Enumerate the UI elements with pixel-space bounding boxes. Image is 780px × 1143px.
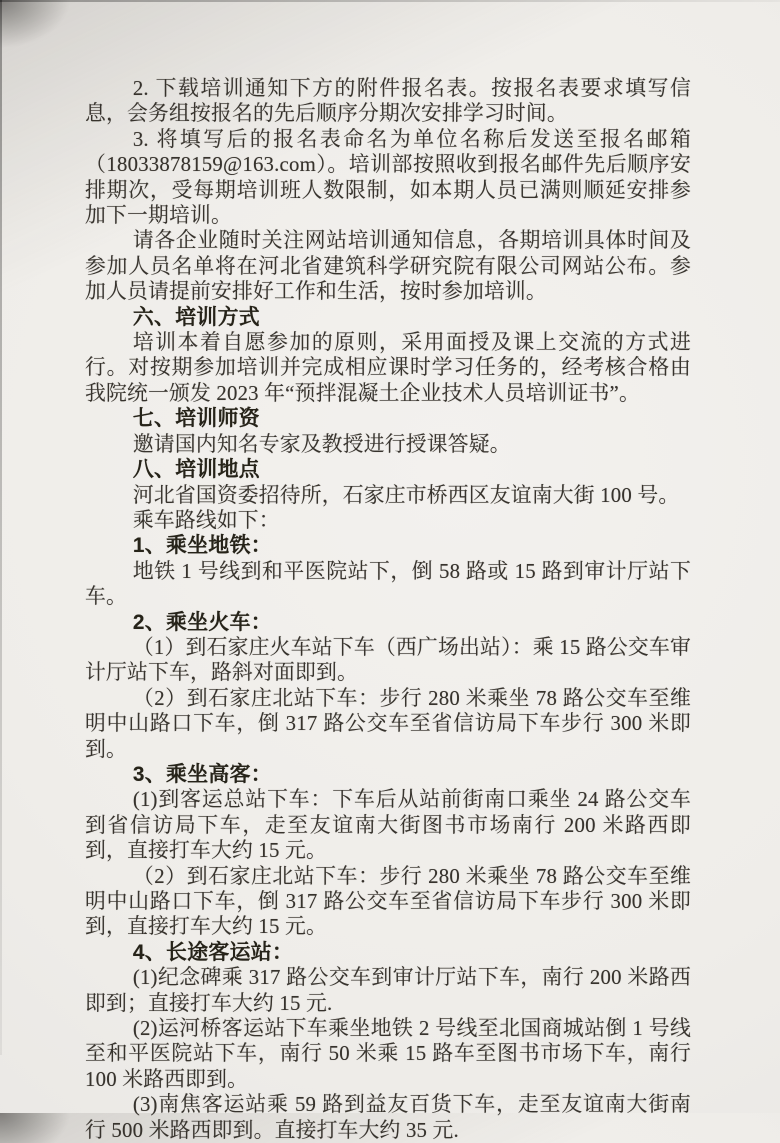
paragraph-training-address: 河北省国资委招待所，石家庄市桥西区友谊南大街 100 号。 (132, 483, 680, 507)
paragraph-training-faculty: 邀请国内知名专家及教授进行授课答疑。 (132, 432, 511, 456)
heading-route-1-subway: 1、乘坐地铁： (132, 534, 272, 558)
heading-7-training-faculty: 七、培训师资 (132, 407, 261, 431)
heading-6-training-method: 六、培训方式 (132, 305, 261, 329)
paragraph-train-option-2: （2）到石家庄北站下车：步行 280 米乘坐 78 路公交车至维明中山路口下车，倒 317 路公交车至省信访局下车步行 300 米即到。 (85, 686, 691, 761)
paragraph-longdistance-option-2: (2)运河桥客运站下车乘坐地铁 2 号线至北国商城站倒 1 号线至和平医院站下车，南行 50 米乘 15 路车至图书市场下车，南行 100 米路西即到。 (85, 1017, 691, 1091)
paragraph-longdistance-option-1: (1)纪念碑乘 317 路公交车到审计厅站下车，南行 200 米路西即到；直接打车大约 15 元. (85, 966, 691, 1015)
heading-8-training-location: 八、培训地点 (132, 458, 261, 482)
heading-route-3-coach: 3、乘坐高客： (132, 762, 272, 786)
heading-route-2-train: 2、乘坐火车： (132, 610, 272, 634)
paragraph-coach-option-1: (1)到客运总站下车：下车后从站前街南口乘坐 24 路公交车到省信访局下车，走至友谊南大街图书市场南行 200 米路西即到，直接打车大约 15 元。 (85, 788, 691, 863)
paragraph-bus-routes-intro: 乘车路线如下： (132, 508, 280, 532)
paragraph-step2-download-form: 2. 下载培训通知下方的附件报名表。按报名表要求填写信息，会务组按报名的先后顺序分期次安排学习时间。 (85, 77, 691, 126)
paragraph-route-subway: 地铁 1 号线到和平医院站下，倒 58 路或 15 路到审计厅站下车。 (85, 559, 691, 609)
document-text (85, 76, 691, 1143)
paragraph-website-notice: 请各企业随时关注网站培训通知信息，各期培训具体时间及参加人员名单将在河北省建筑科学研究院有限公司网站公布。参加人员请提前安排好工作和生活，按时参加培训。 (85, 229, 691, 304)
paragraph-train-option-1: （1）到石家庄火车站下车（西广场出站）：乘 15 路公交车审计厅站下车，路斜对面即到。 (85, 635, 691, 685)
paragraph-step3-email-form: 3. 将填写后的报名表命名为单位名称后发送至报名邮箱（18033878159@163.com）。培训部按照收到报名邮件先后顺序安排期次，受每期培训班人数限制，如本期人员已满则顺延安排参加下一期培训。 (85, 127, 691, 228)
paragraph-training-method: 培训本着自愿参加的原则，采用面授及课上交流的方式进行。对按期参加培训并完成相应课时学习任务的，经考核合格由我院统一颁发 2023 年“预拌混凝土企业技术人员培训证书”。 (85, 331, 691, 405)
paragraph-longdistance-option-3: (3)南焦客运站乘 59 路到益友百货下车，走至友谊南大街南行 500 米路西即到。直接打车大约 35 元. (85, 1093, 691, 1142)
heading-route-4-long-distance-bus: 4、长途客运站： (132, 940, 294, 964)
paragraph-coach-option-2: （2）到石家庄北站下车：步行 280 米乘坐 78 路公交车至维明中山路口下车，倒 317 路公交车至省信访局下车步行 300 米即到，直接打车大约 15 元。 (85, 864, 691, 939)
